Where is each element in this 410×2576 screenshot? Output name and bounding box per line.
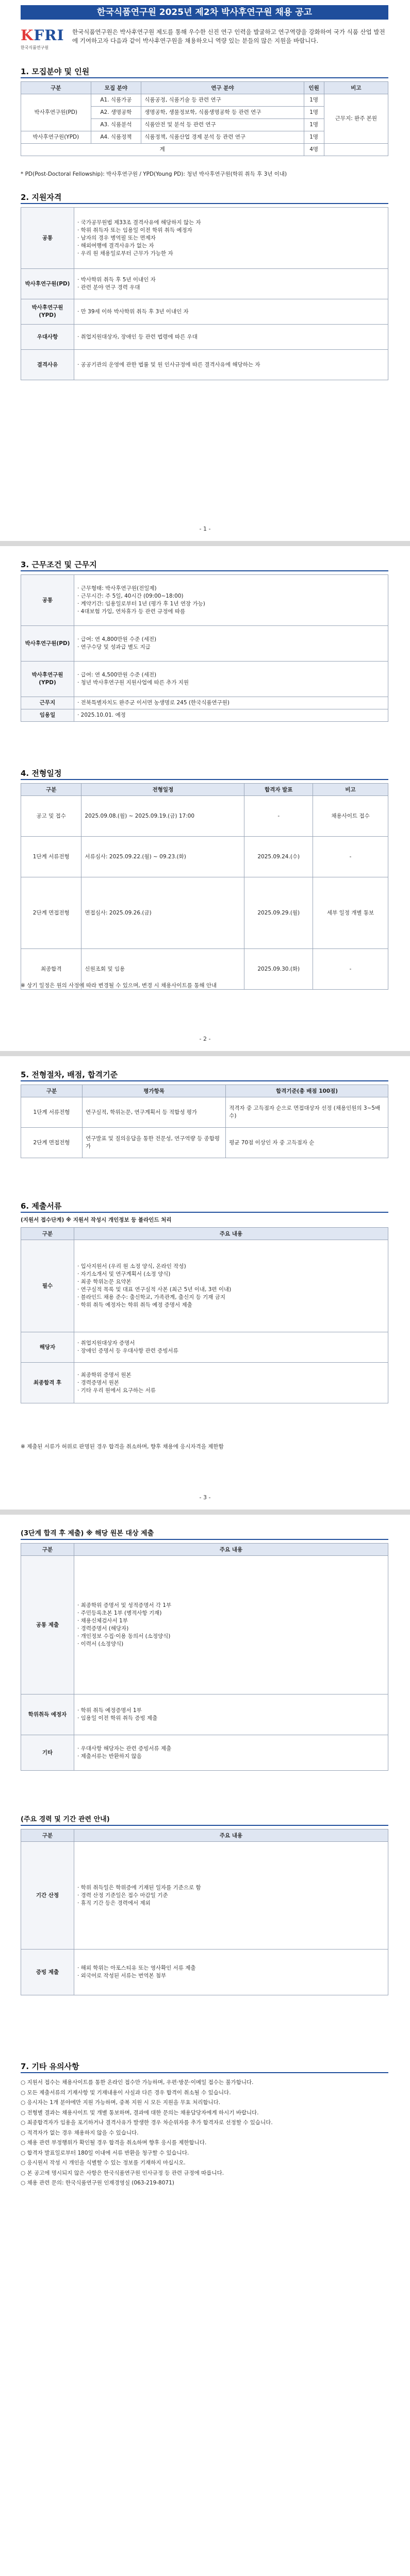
table-row: 1단계 서류전형 서류심사: 2025.09.22.(월) ~ 09.23.(화) 2025.09.24.(수) - <box>21 837 388 877</box>
col-header: 연구 분야 <box>141 82 304 94</box>
table-row: 임용일 · 2025.10.01. 예정 <box>21 709 388 722</box>
recruit-field-table <box>21 81 388 156</box>
table-row: 우대사항 · 취업지원대상자, 장애인 등 관련 법령에 따른 우대 <box>21 325 388 350</box>
schedule-table <box>21 783 388 990</box>
section-7-rule <box>21 2072 388 2073</box>
col-header: 모집 분야 <box>91 82 141 94</box>
section-2-rule <box>21 203 388 204</box>
table-row: 필수 · 입사지원서 (우리 원 소정 양식, 온라인 작성) · 자기소개서 및 연구계획서 (소정 양식) · 최종 학위논문 요약본 · 연구실적 목록 및 대표 연구실적 사본 (최근 5년 이내, 3편 이내) · 블라인드 채용 준수: 출신학교, 가족관계, 출신지 등 기재 금지 · 학위 취득 예정자는 학위 취득 예정 증명서 제출 <box>21 1240 388 1332</box>
table-row: 해당자 · 취업지원대상자 증명서 · 장애인 증명서 등 우대사항 관련 증빙서류 <box>21 1332 388 1363</box>
page-title: 한국식품연구원 2025년 제2차 박사후연구원 채용 공고 <box>21 5 388 20</box>
table-row: 1단계 서류전형 연구실적, 학위논문, 연구계획서 등 적합성 평가 적격자 중 고득점자 순으로 면접대상자 선정 (채용인원의 3~5배수) <box>21 1097 388 1128</box>
section-7-heading: 7. 기타 유의사항 <box>21 2062 79 2071</box>
table-row: 기타 · 우대사항 해당자는 관련 증빙서류 제출 · 제출서류는 반환하지 않음 <box>21 1735 388 1771</box>
table-row: 결격사유 · 공공기관의 운영에 관한 법률 및 원 인사규정에 따른 결격사유에 해당하는 자 <box>21 350 388 380</box>
section-1-rule <box>21 77 388 78</box>
section-3-heading: 3. 근무조건 및 근무지 <box>21 560 97 569</box>
list-item: ○ 지원서 접수는 채용사이트를 통한 온라인 접수만 가능하며, 우편·방문·이메일 접수는 불가합니다. <box>21 2079 254 2086</box>
period-table <box>21 1829 388 1995</box>
table-row: 박사후연구원(YPD) · 만 39세 이하 박사학위 취득 후 3년 이내인 자 <box>21 299 388 325</box>
list-item: ○ 전형별 결과는 채용사이트 및 개별 통보하며, 결과에 대한 문의는 채용담당자에게 하시기 바랍니다. <box>21 2109 259 2116</box>
page-number: - 3 - <box>199 1494 211 1501</box>
table-row: 공통 · 근무형태: 박사후연구원(전일제) · 근무시간: 주 5일, 40시간 (09:00~18:00) · 계약기간: 임용일로부터 1년 (평가 후 1년 연장 가능) · 4대보험 가입, 연차휴가 등 관련 규정에 따름 <box>21 575 388 626</box>
table-row: 근무지 · 전북특별자치도 완주군 이서면 농생명로 245 (한국식품연구원) <box>21 697 388 709</box>
table-row: 박사후연구원(PD) · 급여: 연 4,800만원 수준 (세전) · 연구수당 및 성과급 별도 지급 <box>21 626 388 662</box>
col-header: 평가항목 <box>83 1085 226 1097</box>
col-header: 전형일정 <box>81 784 244 796</box>
table-row: 박사후연구원(PD) · 박사학위 취득 후 5년 이내인 자 · 관련 분야 연구 경력 우대 <box>21 269 388 299</box>
page-separator <box>0 1510 410 1515</box>
col-header: 구분 <box>21 1544 74 1556</box>
table-row: 최종합격 후 · 최종학위 증명서 원본 · 경력증명서 원본 · 기타 우리 원에서 요구하는 서류 <box>21 1363 388 1403</box>
table-row: A3. 식품분석 식품안전 및 분석 등 관련 연구 1명 <box>21 119 388 131</box>
table-row-total: 계 4명 <box>21 144 388 156</box>
section-6-note: ※ 제출된 서류가 허위로 판명된 경우 합격을 취소하며, 향후 채용에 응시자격을 제한함 <box>21 1444 224 1450</box>
table-row: 박사후연구원(YPD) · 급여: 연 4,500만원 수준 (세전) · 청년 박사후연구원 지원사업에 따른 추가 지원 <box>21 662 388 697</box>
section-3-rule <box>21 570 388 571</box>
notice-list <box>21 2078 388 2189</box>
logo-mark: KFRI <box>21 27 64 44</box>
section-1-heading: 1. 모집분야 및 인원 <box>21 67 90 76</box>
list-item: ○ 합격자 발표일로부터 180일 이내에 서류 반환을 청구할 수 있습니다. <box>21 2149 189 2156</box>
col-header: 비고 <box>313 784 388 796</box>
table-row: 2단계 면접전형 연구발표 및 질의응답을 통한 전문성, 연구역량 등 종합평가 평균 70점 이상인 자 중 고득점자 순 <box>21 1128 388 1158</box>
section-6b-rule <box>21 1539 388 1540</box>
procedure-table <box>21 1084 388 1158</box>
section-2-heading: 2. 지원자격 <box>21 193 62 202</box>
section-6c-heading: (주요 경력 및 기간 관련 안내) <box>21 1816 110 1823</box>
col-header: 구분 <box>21 1085 83 1097</box>
page-number: - 1 - <box>199 526 211 532</box>
section-6-heading: 6. 제출서류 <box>21 1201 62 1211</box>
table-row: 증빙 제출 · 해외 학위는 아포스티유 또는 영사확인 서류 제출 · 외국어로 작성된 서류는 번역본 첨부 <box>21 1950 388 1995</box>
page-separator <box>0 541 410 546</box>
table-row: 학위취득 예정자 · 학위 취득 예정증명서 1부 · 임용일 이전 학위 취득 증빙 제출 <box>21 1694 388 1735</box>
page-number: - 2 - <box>199 1036 211 1042</box>
list-item: ○ 응시원서 작성 시 개인을 식별할 수 있는 정보를 기재하지 마십시오. <box>21 2160 186 2166</box>
logo-subtitle: 한국식품연구원 <box>21 45 49 50</box>
table-row: 최종합격 신원조회 및 임용 2025.09.30.(화) - <box>21 949 388 990</box>
col-header: 비고 <box>324 82 388 94</box>
section-1-note: * PD(Post-Doctoral Fellowship): 박사후연구원 / YPD(Young PD): 청년 박사후연구원(학위 취득 후 3년 이내) <box>21 171 287 177</box>
work-condition-table <box>21 574 388 722</box>
table-row: 기간 산정 · 학위 취득일은 학위증에 기재된 일자를 기준으로 함 · 경력 산정 기준일은 접수 마감일 기준 · 휴직 기간 등은 경력에서 제외 <box>21 1842 388 1950</box>
post-pass-docs-table <box>21 1543 388 1771</box>
section-6b-heading: (3단계 합격 후 제출) ※ 해당 원본 대상 제출 <box>21 1530 154 1537</box>
list-item: ○ 모든 제출서류의 기재사항 및 기재내용이 사실과 다른 경우 합격이 취소될 수 있습니다. <box>21 2089 231 2096</box>
intro-text: 한국식품연구원은 박사후연구원 제도를 통해 우수한 신진 연구 인력을 발굴하고 연구역량을 강화하여 국가 식품 산업 발전에 기여하고자 다음과 같이 박사후연구원을 채용하오니 역량 있는 분들의 많은 지원을 바랍니다. <box>72 28 385 44</box>
list-item: ○ 채용 관련 부정행위가 확인될 경우 합격을 취소하며 향후 응시를 제한합니다. <box>21 2140 207 2146</box>
table-row: 공통 제출 · 최종학위 증명서 및 성적증명서 각 1부 · 주민등록초본 1부 (병적사항 기재) · 채용신체검사서 1부 · 경력증명서 (해당자) · 개인정보 수집·이용 동의서 (소정양식) · 이력서 (소정양식) <box>21 1556 388 1694</box>
col-header: 주요 내용 <box>74 1829 388 1842</box>
table-row: A2. 생명공학 생명공학, 생물정보학, 식품생명공학 등 관련 연구 1명 <box>21 107 388 119</box>
section-5-heading: 5. 전형절차, 배점, 합격기준 <box>21 1070 118 1079</box>
list-item: ○ 채용 관련 문의: 한국식품연구원 인재경영실 (063-219-8071) <box>21 2180 174 2186</box>
list-item: ○ 응시자는 1개 분야에만 지원 가능하며, 중복 지원 시 모든 지원을 무효 처리합니다. <box>21 2099 221 2106</box>
col-header: 인원 <box>304 82 324 94</box>
col-header: 구분 <box>21 1228 74 1240</box>
section-4-rule <box>21 779 388 780</box>
col-header: 합격기준(총 배점 100점) <box>226 1085 388 1097</box>
table-row: 박사후연구원(PD) A1. 식품가공 식품공정, 식품기술 등 관련 연구 1명 근무지: 완주 본원 <box>21 94 388 107</box>
section-5-rule <box>21 1080 388 1081</box>
page-separator <box>0 1051 410 1056</box>
col-header: 주요 내용 <box>74 1544 388 1556</box>
col-header: 구분 <box>21 784 81 796</box>
col-header: 주요 내용 <box>74 1228 388 1240</box>
section-6-subheading: (지원서 접수단계) ※ 지원서 작성시 개인정보 등 블라인드 처리 <box>21 1217 172 1223</box>
col-header: 합격자 발표 <box>244 784 313 796</box>
section-4-heading: 4. 전형일정 <box>21 769 62 778</box>
list-item: ○ 최종합격자가 임용을 포기하거나 결격사유가 발생한 경우 차순위자를 추가 합격자로 선정할 수 있습니다. <box>21 2120 273 2126</box>
table-row: 공고 및 접수 2025.09.08.(월) ~ 2025.09.19.(금) 17:00 - 채용사이트 접수 <box>21 796 388 837</box>
col-header: 구분 <box>21 82 91 94</box>
table-row: 박사후연구원(YPD) A4. 식품정책 식품정책, 식품산업 경제 분석 등 관련 연구 1명 <box>21 131 388 144</box>
table-row: 2단계 면접전형 면접심사: 2025.09.26.(금) 2025.09.29.(월) 세부 일정 개별 통보 <box>21 877 388 949</box>
section-4-note: ※ 상기 일정은 원의 사정에 따라 변경될 수 있으며, 변경 시 채용사이트를 통해 안내 <box>21 982 217 989</box>
table-row: 공통 · 국가공무원법 제33조 결격사유에 해당하지 않는 자 · 학위 취득자 또는 임용일 이전 학위 취득 예정자 · 남자의 경우 병역필 또는 면제자 · 해외여행에 결격사유가 없는 자 · 우리 원 채용일로부터 근무가 가능한 자 <box>21 208 388 269</box>
list-item: ○ 본 공고에 명시되지 않은 사항은 한국식품연구원 인사규정 등 관련 규정에 따릅니다. <box>21 2170 224 2176</box>
section-6c-rule <box>21 1825 388 1826</box>
list-item: ○ 적격자가 없는 경우 채용하지 않을 수 있습니다. <box>21 2129 139 2136</box>
logo <box>21 27 67 58</box>
qualification-table <box>21 207 388 380</box>
section-6-rule <box>21 1212 388 1213</box>
col-header: 구분 <box>21 1829 74 1842</box>
documents-table <box>21 1227 388 1403</box>
